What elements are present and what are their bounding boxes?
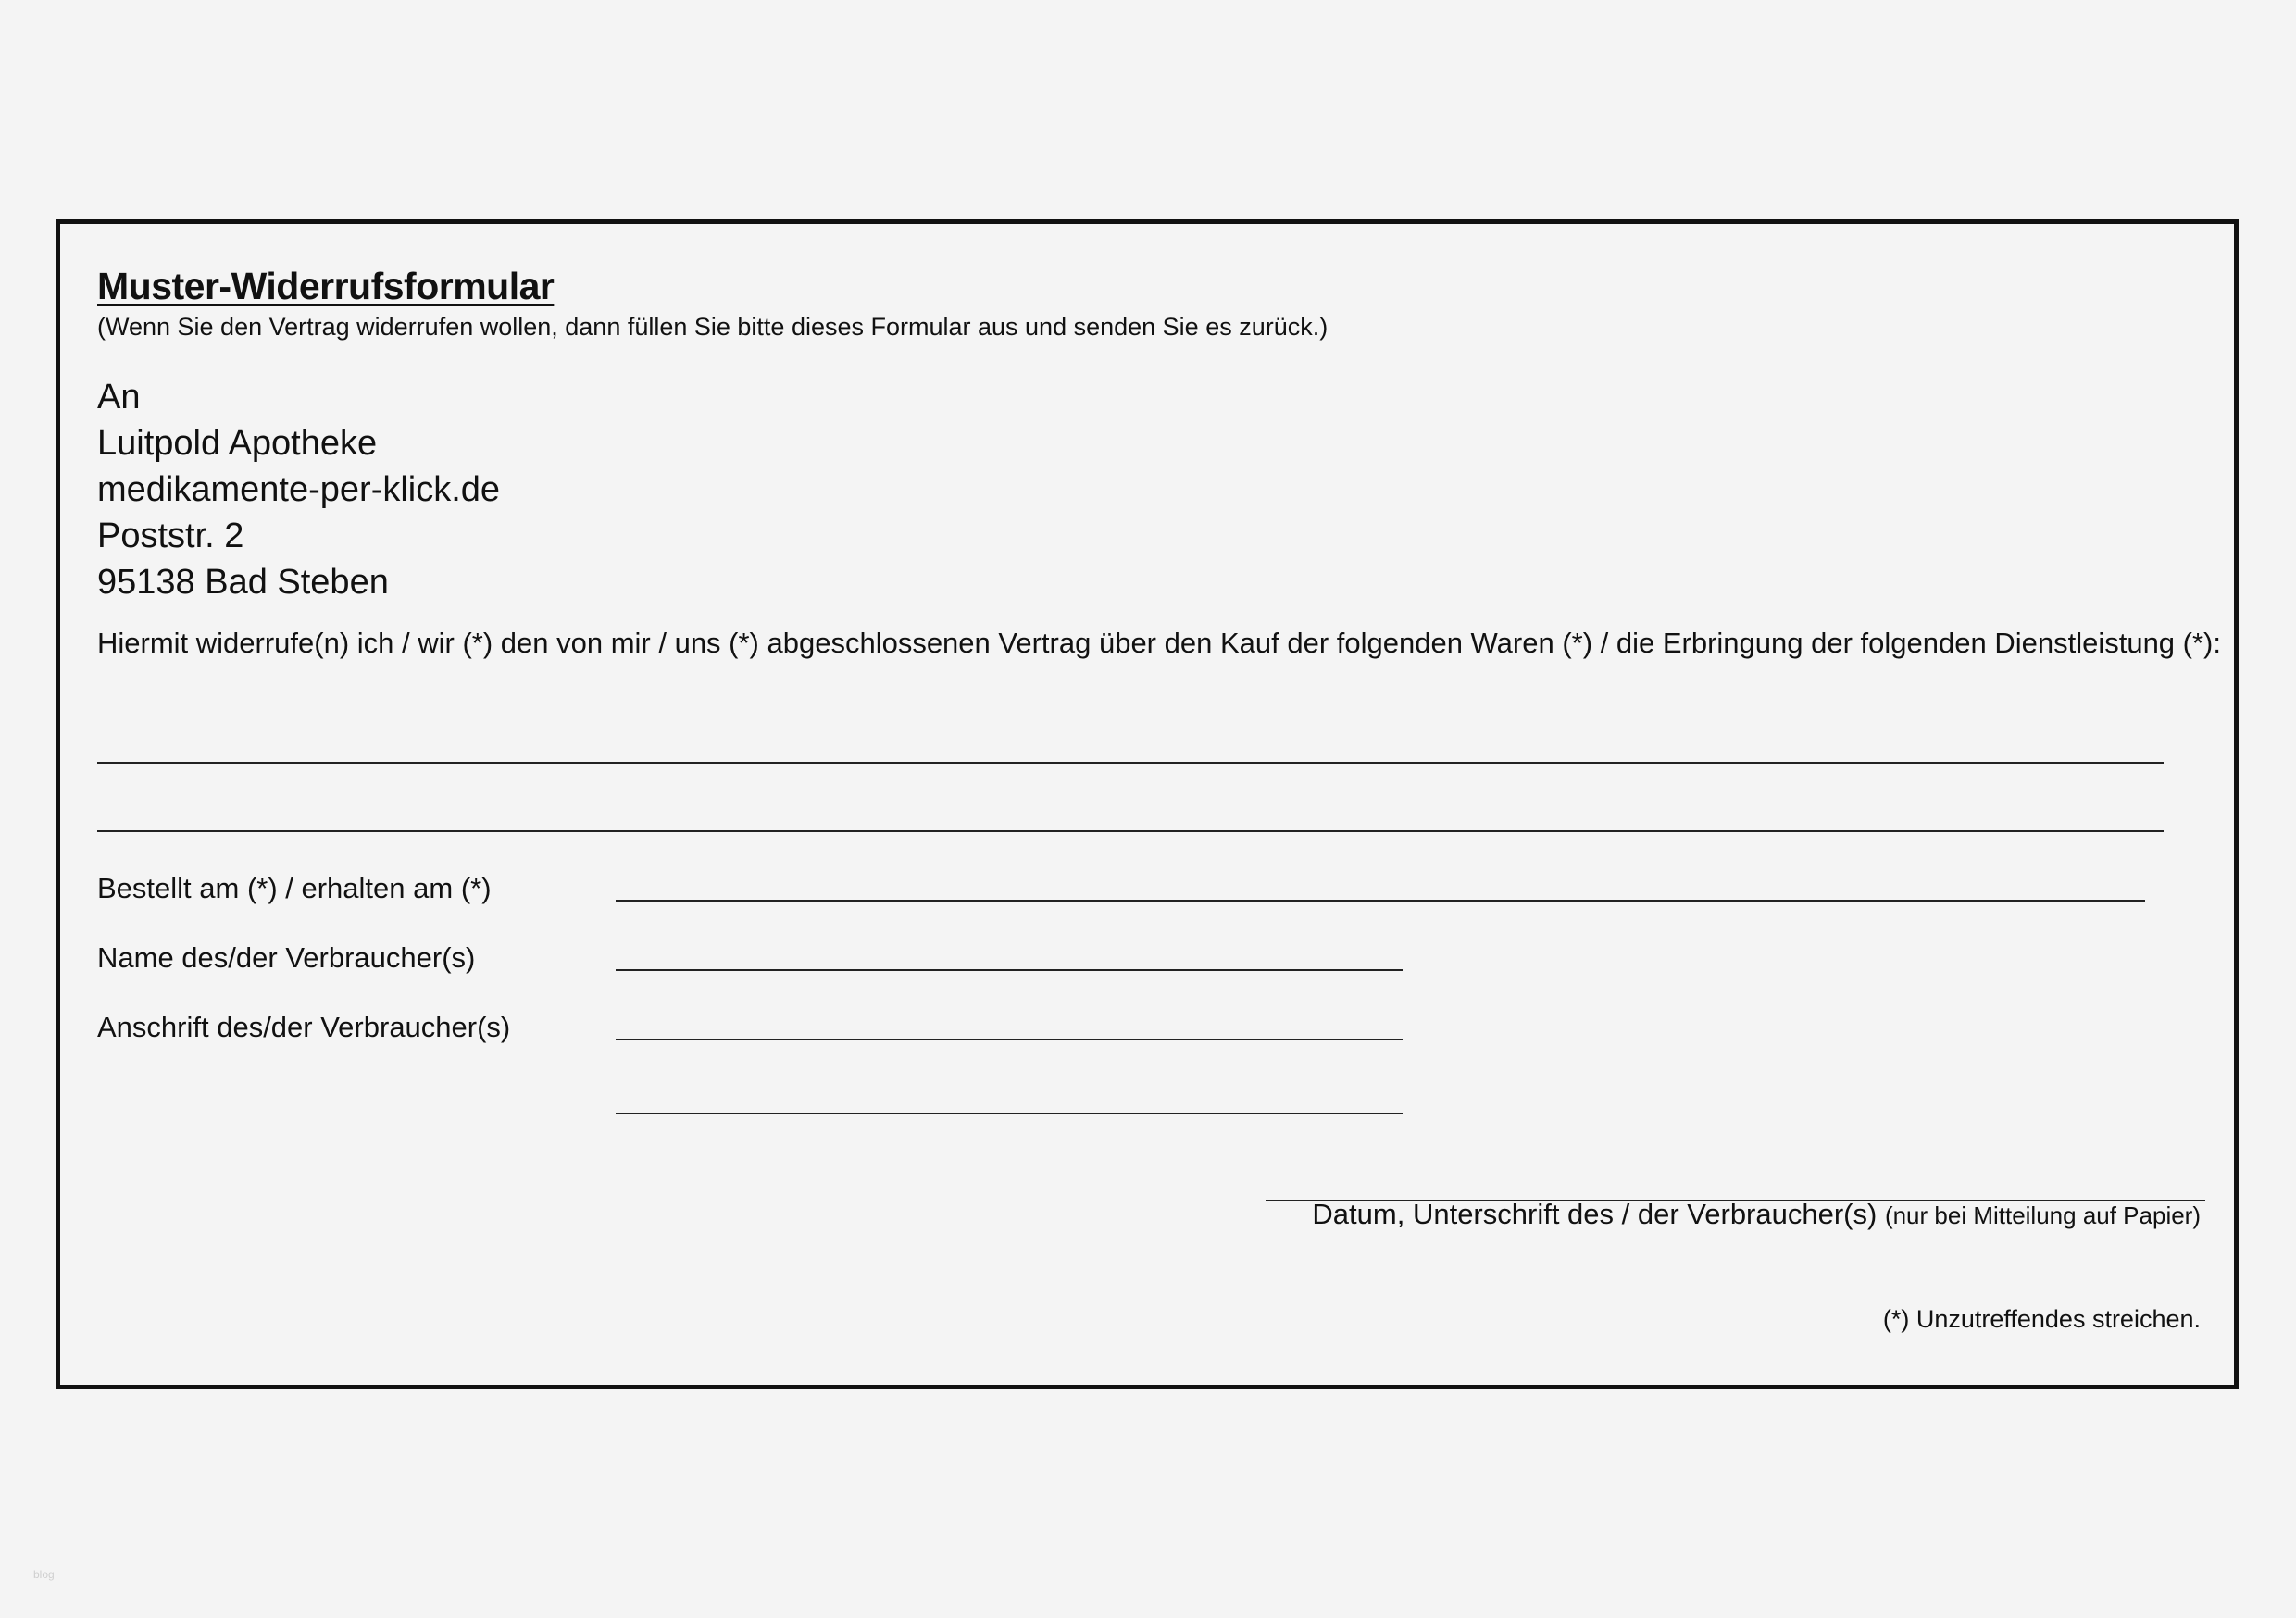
withdrawal-statement: Hiermit widerrufe(n) ich / wir (*) den von mir / uns (*) abgeschlossenen Vertrag über den Kauf der folgenden Waren (*) / die Erbringung der folgenden Dienstleistung (*): <box>97 627 2221 659</box>
address-salutation: An <box>97 378 141 417</box>
address-street: Poststr. 2 <box>97 517 244 555</box>
goods-line-1[interactable] <box>97 762 2164 764</box>
ordered-date-label: Bestellt am (*) / erhalten am (*) <box>97 872 492 904</box>
address-city: 95138 Bad Steben <box>97 563 389 602</box>
consumer-address-label: Anschrift des/der Verbraucher(s) <box>97 1011 511 1043</box>
address-company: Luitpold Apotheke <box>97 424 378 463</box>
ordered-date-line[interactable] <box>616 900 2145 902</box>
watermark: blog <box>33 1568 55 1581</box>
withdrawal-form <box>56 219 2239 1389</box>
consumer-name-line[interactable] <box>616 969 1403 971</box>
signature-caption-note: (nur bei Mitteilung auf Papier) <box>1884 1201 2201 1229</box>
consumer-address-line-1[interactable] <box>616 1039 1403 1040</box>
signature-caption <box>1312 1198 2201 1231</box>
address-website: medikamente-per-klick.de <box>97 470 501 509</box>
consumer-address-line-2[interactable] <box>616 1113 1403 1114</box>
signature-caption-main: Datum, Unterschrift des / der Verbraucher(s) <box>1312 1198 1878 1230</box>
form-title: Muster-Widerrufsformular <box>97 265 555 307</box>
footnote: (*) Unzutreffendes streichen. <box>1882 1305 2201 1333</box>
form-instructions: (Wenn Sie den Vertrag widerrufen wollen, dann füllen Sie bitte dieses Formular aus und senden Sie es zurück.) <box>97 313 1329 341</box>
goods-line-2[interactable] <box>97 830 2164 832</box>
consumer-name-label: Name des/der Verbraucher(s) <box>97 941 476 974</box>
recipient-address <box>97 374 500 605</box>
